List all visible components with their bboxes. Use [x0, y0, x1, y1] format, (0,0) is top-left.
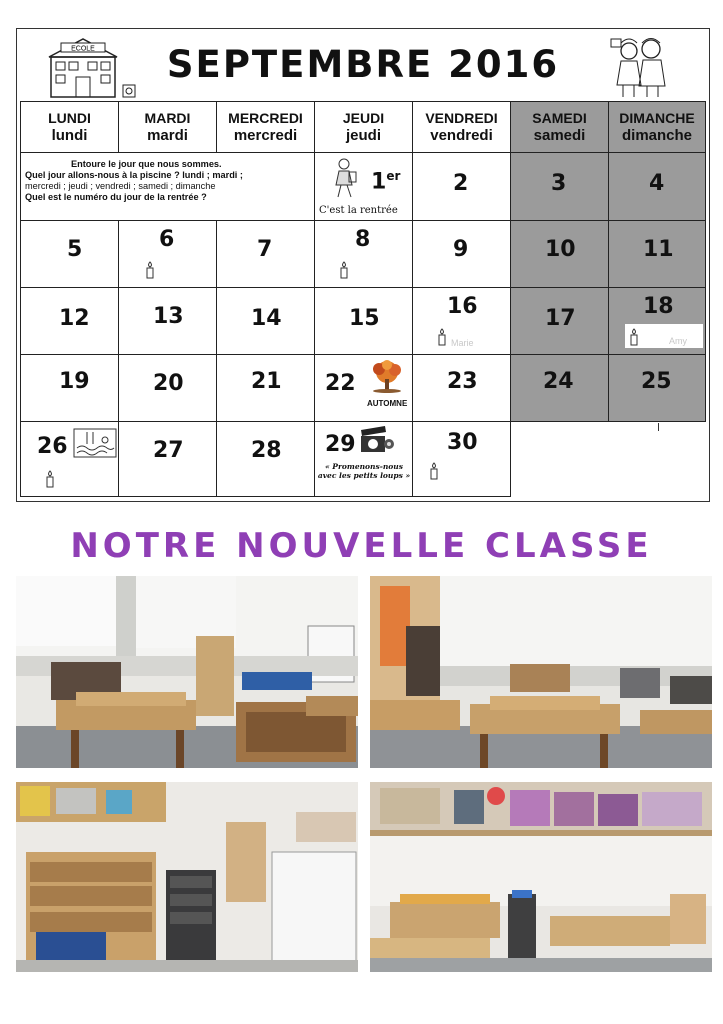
day-cell-17 — [510, 287, 609, 355]
calendar-header — [17, 29, 709, 101]
day-cell-7 — [216, 220, 315, 288]
outing-caption-line-1: « Promenons-nous — [325, 462, 403, 471]
weekday-upper: LUNDI — [48, 110, 91, 126]
weekday-lower: jeudi — [345, 127, 381, 144]
day-cell-4 — [608, 152, 706, 221]
film-clapper-icon — [359, 426, 395, 456]
day-cell-21 — [216, 354, 315, 422]
day-cell-13 — [118, 287, 217, 355]
day-cell-16 — [412, 287, 511, 355]
day-cell-26 — [20, 421, 119, 497]
weekday-header-friday — [412, 101, 511, 153]
day-number: 29 — [325, 432, 356, 457]
intro-questions — [25, 159, 315, 203]
intro-line-2: Quel jour allons-nous à la piscine ? lundi ; mardi ; — [25, 170, 243, 180]
birthday-name: Marie — [451, 338, 474, 348]
weekday-header-tuesday — [118, 101, 217, 153]
day-number: 21 — [251, 369, 282, 394]
day-cell-9 — [412, 220, 511, 288]
weekday-header-saturday — [510, 101, 609, 153]
intro-line-3: mercredi ; jeudi ; vendredi ; samedi ; dimanche — [25, 181, 216, 191]
outing-caption-line-2: avec les petits loups » — [317, 471, 411, 480]
day-cell-6 — [118, 220, 217, 288]
weekday-lower: dimanche — [621, 127, 693, 144]
day-cell-24 — [510, 354, 609, 422]
birthday-candle-icon — [45, 470, 55, 488]
day-number: 14 — [251, 306, 282, 331]
classroom-photo-3 — [16, 782, 358, 972]
day-number: 18 — [643, 294, 674, 319]
day-number: 3 — [551, 171, 567, 196]
day-cell-10 — [510, 220, 609, 288]
birthday-candle-icon — [339, 261, 349, 279]
weekday-header-monday — [20, 101, 119, 153]
day-cell-11 — [608, 220, 706, 288]
outing-caption — [317, 462, 411, 480]
weekday-upper: MARDI — [144, 110, 191, 126]
day-number: 5 — [67, 237, 83, 262]
weekday-header-thursday — [314, 101, 413, 153]
classroom-photo-4 — [370, 782, 712, 972]
weekday-lower: vendredi — [430, 127, 493, 144]
day-cell-20 — [118, 354, 217, 422]
classroom-photo-2 — [370, 576, 712, 768]
day-number: 12 — [59, 306, 90, 331]
weekday-upper: JEUDI — [342, 110, 385, 126]
school-sign-label: ECOLE — [71, 45, 95, 53]
weekday-lower: mardi — [147, 127, 188, 144]
weekday-lower: samedi — [533, 127, 586, 144]
autumn-caption: AUTOMNE — [367, 399, 408, 408]
day-cell-23 — [412, 354, 511, 422]
day-number: 11 — [643, 237, 674, 262]
intro-line-1: Entoure le jour que nous sommes. — [71, 159, 222, 169]
rentree-caption: C'est la rentrée — [319, 205, 398, 216]
birthday-candle-icon — [429, 462, 439, 480]
weekday-header-wednesday — [216, 101, 315, 153]
tick-mark — [658, 423, 659, 431]
day-number: 19 — [59, 369, 90, 394]
day-cell-19 — [20, 354, 119, 422]
weekday-upper: DIMANCHE — [619, 110, 695, 126]
weekday-lower: lundi — [51, 127, 88, 144]
day-number: 25 — [641, 369, 672, 394]
day-number: 22 — [325, 371, 356, 396]
calendar-grid — [20, 101, 706, 499]
day-cell-8 — [314, 220, 413, 288]
day-number: 8 — [355, 227, 371, 252]
day-number: 27 — [153, 438, 184, 463]
birthday-name: Amy — [669, 336, 687, 346]
day-cell-2 — [412, 152, 511, 221]
day-cell-29 — [314, 421, 413, 497]
day-cell-22 — [314, 354, 413, 422]
day-number: 16 — [447, 294, 478, 319]
day-cell-18 — [608, 287, 706, 355]
day-cell-27 — [118, 421, 217, 497]
day-number: 4 — [649, 171, 665, 196]
month-title: SEPTEMBRE 2016 — [166, 43, 560, 86]
day-number-1 — [371, 169, 400, 194]
weekday-upper: VENDREDI — [425, 110, 498, 126]
day-number: 17 — [545, 306, 576, 331]
child-with-backpack-icon — [329, 157, 359, 199]
day-number: 15 — [349, 306, 380, 331]
intro-questions-cell — [20, 152, 315, 221]
day-number: 30 — [447, 430, 478, 455]
day-cell-25 — [608, 354, 706, 422]
day-number: 26 — [37, 434, 68, 459]
day-cell-30 — [412, 421, 511, 497]
day-number: 9 — [453, 237, 469, 262]
children-drawing-icon — [607, 33, 673, 99]
autumn-tree-icon — [367, 359, 407, 393]
day-number: 2 — [453, 171, 469, 196]
day-number: 24 — [543, 369, 574, 394]
day-number: 7 — [257, 237, 273, 262]
day-number: 20 — [153, 371, 184, 396]
day-cell-15 — [314, 287, 413, 355]
day-cell-12 — [20, 287, 119, 355]
day-cell-14 — [216, 287, 315, 355]
day-number: 6 — [159, 227, 175, 252]
birthday-candle-icon — [629, 328, 639, 346]
day-cell-5 — [20, 220, 119, 288]
weekday-upper: SAMEDI — [532, 110, 587, 126]
birthday-candle-icon — [145, 261, 155, 279]
first-day-sup: er — [386, 169, 401, 183]
class-title: NOTRE NOUVELLE CLASSE — [70, 526, 653, 566]
empty-cell — [510, 421, 706, 497]
day-number: 28 — [251, 438, 282, 463]
first-day-label: 1 — [371, 169, 387, 195]
day-number: 10 — [545, 237, 576, 262]
birthday-candle-icon — [437, 328, 447, 346]
day-cell-3 — [510, 152, 609, 221]
intro-line-4: Quel est le numéro du jour de la rentrée ? — [25, 192, 207, 202]
weekday-upper: MERCREDI — [228, 110, 303, 126]
day-number: 13 — [153, 304, 184, 329]
weekday-lower: mercredi — [233, 127, 298, 144]
day-cell-1 — [314, 152, 413, 221]
day-cell-28 — [216, 421, 315, 497]
classroom-photo-1 — [16, 576, 358, 768]
calendar — [16, 28, 710, 502]
day-number: 23 — [447, 369, 478, 394]
swimming-pool-icon — [73, 428, 117, 458]
weekday-header-sunday — [608, 101, 706, 153]
